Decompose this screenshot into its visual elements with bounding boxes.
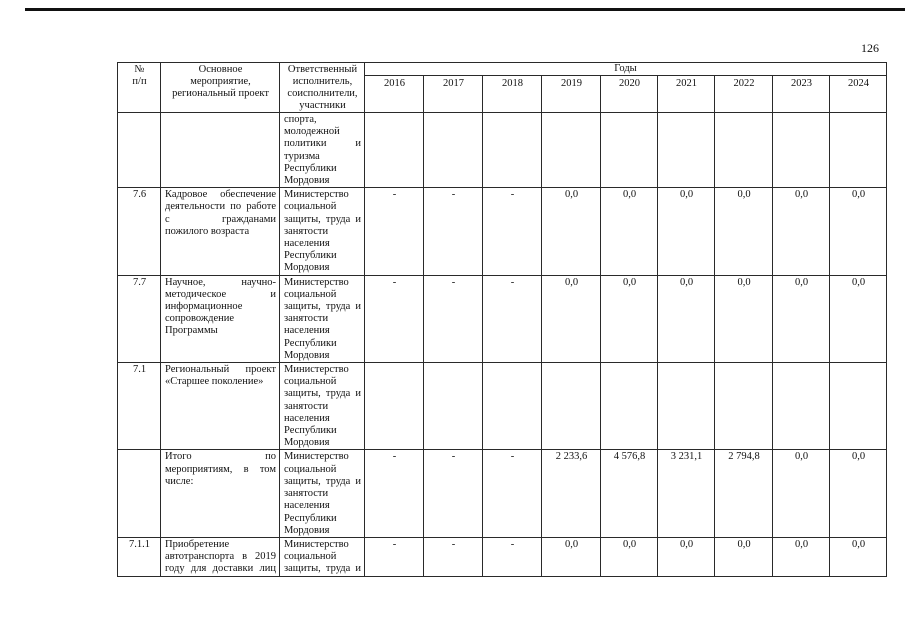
executor-line: Министерство <box>284 364 349 376</box>
executor-line: Республики <box>284 337 337 349</box>
executor-line: спорта, <box>284 114 317 125</box>
executor-line: занятости <box>284 313 329 325</box>
header-line: соисполнители, <box>287 88 358 99</box>
executor-line: политики и <box>284 138 361 150</box>
executor-line: занятости <box>284 488 329 500</box>
year-value: 0,0 <box>794 451 809 463</box>
executor-cell <box>280 188 365 275</box>
year-value-cell <box>542 113 601 188</box>
year-value-cell <box>830 113 887 188</box>
executor-line: Мордовия <box>284 175 330 187</box>
year-value-cell <box>483 275 542 362</box>
row-number: 7.1.1 <box>129 538 150 550</box>
header-line: мероприятие, <box>190 76 251 87</box>
executor-line: социальной <box>284 463 337 475</box>
activity-cell <box>161 113 280 188</box>
year-value-cell <box>483 188 542 275</box>
activity-line: деятельности по работе <box>165 201 276 213</box>
year-value: 0,0 <box>622 276 637 288</box>
executor-line: защиты, труда и <box>284 563 361 575</box>
year-value-cell <box>773 363 830 450</box>
year-value-cell <box>773 450 830 537</box>
year-value: 0,0 <box>679 276 694 288</box>
table-body <box>118 113 887 577</box>
activity-line: автотранспорта в 2019 <box>165 551 276 563</box>
year-value: - <box>510 538 515 550</box>
year-value: 0,0 <box>564 538 579 550</box>
executor-line: занятости <box>284 225 329 237</box>
activity-line: «Старшее поколение» <box>165 376 264 388</box>
year-value-cell <box>424 363 483 450</box>
row-number-cell <box>118 188 161 275</box>
executor-line: туризма <box>284 150 320 162</box>
header-year: 2017 <box>424 76 483 113</box>
executor-line: населения <box>284 500 330 512</box>
year-value-cell <box>365 275 424 362</box>
year-value-cell <box>483 363 542 450</box>
executor-line: Мордовия <box>284 262 330 274</box>
year-value-cell <box>601 188 658 275</box>
year-value-cell <box>715 275 773 362</box>
row-number-cell <box>118 537 161 576</box>
activity-line: методическое и <box>165 288 276 300</box>
row-number: 7.6 <box>132 189 147 201</box>
year-value: 2 233,6 <box>555 451 588 463</box>
year-value-cell <box>715 450 773 537</box>
year-value-cell <box>773 113 830 188</box>
year-value-cell <box>830 188 887 275</box>
header-years-group: Годы <box>365 63 887 76</box>
year-value-cell <box>715 537 773 576</box>
year-value: - <box>510 189 515 201</box>
year-value-cell <box>424 275 483 362</box>
top-rule <box>25 8 905 11</box>
header-activity <box>161 63 280 113</box>
year-value-cell <box>542 363 601 450</box>
year-value: 3 231,1 <box>670 451 703 463</box>
executor-line: Мордовия <box>284 437 330 449</box>
activity-cell <box>161 450 280 537</box>
executor-line: Министерство <box>284 538 349 550</box>
header-year: 2021 <box>658 76 715 113</box>
year-value: 0,0 <box>737 189 751 201</box>
year-value: 0,0 <box>737 538 751 550</box>
year-value-cell <box>658 537 715 576</box>
activity-line: Приобретение <box>165 538 230 550</box>
year-value-cell <box>601 537 658 576</box>
year-value: 0,0 <box>794 538 809 550</box>
page-number: 126 <box>861 41 879 55</box>
year-value-cell <box>658 363 715 450</box>
year-value-cell <box>542 537 601 576</box>
executor-cell <box>280 113 365 188</box>
year-value-cell <box>542 450 601 537</box>
table-row <box>118 113 887 188</box>
table-row <box>118 450 887 537</box>
year-value-cell <box>424 450 483 537</box>
header-year: 2024 <box>830 76 887 113</box>
year-value-cell <box>365 113 424 188</box>
year-value: - <box>392 451 397 463</box>
year-value: - <box>451 451 456 463</box>
year-value-cell <box>715 188 773 275</box>
activity-line: Научное, научно- <box>165 276 276 288</box>
year-value-cell <box>365 363 424 450</box>
executor-line: защиты, труда и <box>284 301 361 313</box>
executor-line: Республики <box>284 512 337 524</box>
executor-line: Республики <box>284 425 337 437</box>
year-value-cell <box>773 537 830 576</box>
year-value: 0,0 <box>622 189 637 201</box>
year-value: - <box>392 538 397 550</box>
year-value: - <box>392 189 397 201</box>
executor-cell <box>280 537 365 576</box>
year-value-cell <box>715 363 773 450</box>
year-value-cell <box>424 537 483 576</box>
executor-line: защиты, труда и <box>284 388 361 400</box>
year-value: 0,0 <box>851 189 866 201</box>
year-value-cell <box>601 275 658 362</box>
year-value: 4 576,8 <box>613 451 646 463</box>
executor-line: Мордовия <box>284 349 330 361</box>
header-line: Ответственный <box>287 64 358 75</box>
row-number: 7.1 <box>132 364 147 376</box>
header-line: Основное <box>198 64 243 75</box>
activity-cell <box>161 188 280 275</box>
activity-cell <box>161 537 280 576</box>
year-value: 0,0 <box>851 276 866 288</box>
year-value: - <box>510 276 515 288</box>
year-value-cell <box>365 450 424 537</box>
table-header <box>118 63 887 113</box>
activity-line: числе: <box>165 475 194 487</box>
year-value-cell <box>424 113 483 188</box>
activity-line: Региональный проект <box>165 364 276 376</box>
executor-line: защиты, труда и <box>284 213 361 225</box>
table-row <box>118 537 887 576</box>
executor-line: Министерство <box>284 451 349 463</box>
year-value-cell <box>424 188 483 275</box>
executor-line: защиты, труда и <box>284 475 361 487</box>
year-value: - <box>451 276 456 288</box>
executor-line: населения <box>284 325 330 337</box>
year-value: 0,0 <box>851 451 866 463</box>
header-year: 2023 <box>773 76 830 113</box>
executor-cell <box>280 450 365 537</box>
executor-cell <box>280 275 365 362</box>
header-executor <box>280 63 365 113</box>
executor-line: Республики <box>284 162 337 174</box>
header-year: 2020 <box>601 76 658 113</box>
activity-line: мероприятиям, в том <box>165 463 276 475</box>
year-value-cell <box>601 113 658 188</box>
year-value: 0,0 <box>851 538 866 550</box>
year-value-cell <box>830 537 887 576</box>
activities-table <box>117 62 887 577</box>
executor-line: социальной <box>284 201 337 213</box>
year-value-cell <box>830 363 887 450</box>
activity-line: сопровождение <box>165 313 235 325</box>
executor-line: социальной <box>284 551 337 563</box>
executor-cell <box>280 363 365 450</box>
year-value: 0,0 <box>679 189 694 201</box>
year-value-cell <box>658 113 715 188</box>
year-value-cell <box>365 188 424 275</box>
year-value: - <box>392 276 397 288</box>
year-value: - <box>451 538 456 550</box>
executor-line: занятости <box>284 400 329 412</box>
year-value-cell <box>715 113 773 188</box>
year-value: 0,0 <box>737 276 751 288</box>
activity-cell <box>161 275 280 362</box>
year-value: 0,0 <box>564 189 579 201</box>
header-line: исполнитель, <box>292 76 353 87</box>
header-line: № <box>134 64 145 75</box>
year-value: 0,0 <box>679 538 694 550</box>
year-value-cell <box>773 188 830 275</box>
executor-line: молодежной <box>284 126 340 138</box>
year-value: 0,0 <box>622 538 637 550</box>
year-value-cell <box>483 537 542 576</box>
activity-cell <box>161 363 280 450</box>
year-value-cell <box>601 363 658 450</box>
year-value: - <box>510 451 515 463</box>
header-line: п/п <box>132 76 147 87</box>
row-number-cell <box>118 450 161 537</box>
activity-line: Программы <box>165 325 218 337</box>
year-value-cell <box>658 275 715 362</box>
header-number <box>118 63 161 113</box>
year-value-cell <box>658 188 715 275</box>
header-year: 2018 <box>483 76 542 113</box>
year-value-cell <box>365 537 424 576</box>
year-value-cell <box>601 450 658 537</box>
table-row <box>118 188 887 275</box>
executor-line: Республики <box>284 250 337 262</box>
year-value-cell <box>658 450 715 537</box>
executor-line: населения <box>284 238 330 250</box>
year-value: 0,0 <box>794 189 809 201</box>
year-value: - <box>451 189 456 201</box>
year-value-cell <box>483 450 542 537</box>
row-number-cell <box>118 113 161 188</box>
header-year: 2019 <box>542 76 601 113</box>
header-year: 2016 <box>365 76 424 113</box>
executor-line: населения <box>284 412 330 424</box>
activity-line: информационное <box>165 301 243 313</box>
activity-line: Итого по <box>165 451 276 463</box>
activity-line: пожилого возраста <box>165 225 250 237</box>
header-line: региональный проект <box>172 88 269 99</box>
year-value-cell <box>542 275 601 362</box>
activity-line: Кадровое обеспечение <box>165 189 276 201</box>
year-value: 2 794,8 <box>728 451 760 463</box>
year-value: 0,0 <box>564 276 579 288</box>
row-number-cell <box>118 363 161 450</box>
executor-line: Министерство <box>284 276 349 288</box>
header-year: 2022 <box>715 76 773 113</box>
row-number: 7.7 <box>132 276 147 288</box>
executor-line: Министерство <box>284 189 349 201</box>
table-row <box>118 363 887 450</box>
year-value: 0,0 <box>794 276 809 288</box>
activity-line: году для доставки лиц <box>165 563 276 575</box>
year-value-cell <box>830 450 887 537</box>
row-number-cell <box>118 275 161 362</box>
header-line: участники <box>299 100 346 111</box>
activity-line: с гражданами <box>165 213 276 225</box>
year-value-cell <box>542 188 601 275</box>
executor-line: социальной <box>284 288 337 300</box>
year-value-cell <box>830 275 887 362</box>
executor-line: Мордовия <box>284 524 330 536</box>
year-value-cell <box>773 275 830 362</box>
header-row <box>118 63 887 76</box>
executor-line: социальной <box>284 376 337 388</box>
table-row <box>118 275 887 362</box>
year-value-cell <box>483 113 542 188</box>
